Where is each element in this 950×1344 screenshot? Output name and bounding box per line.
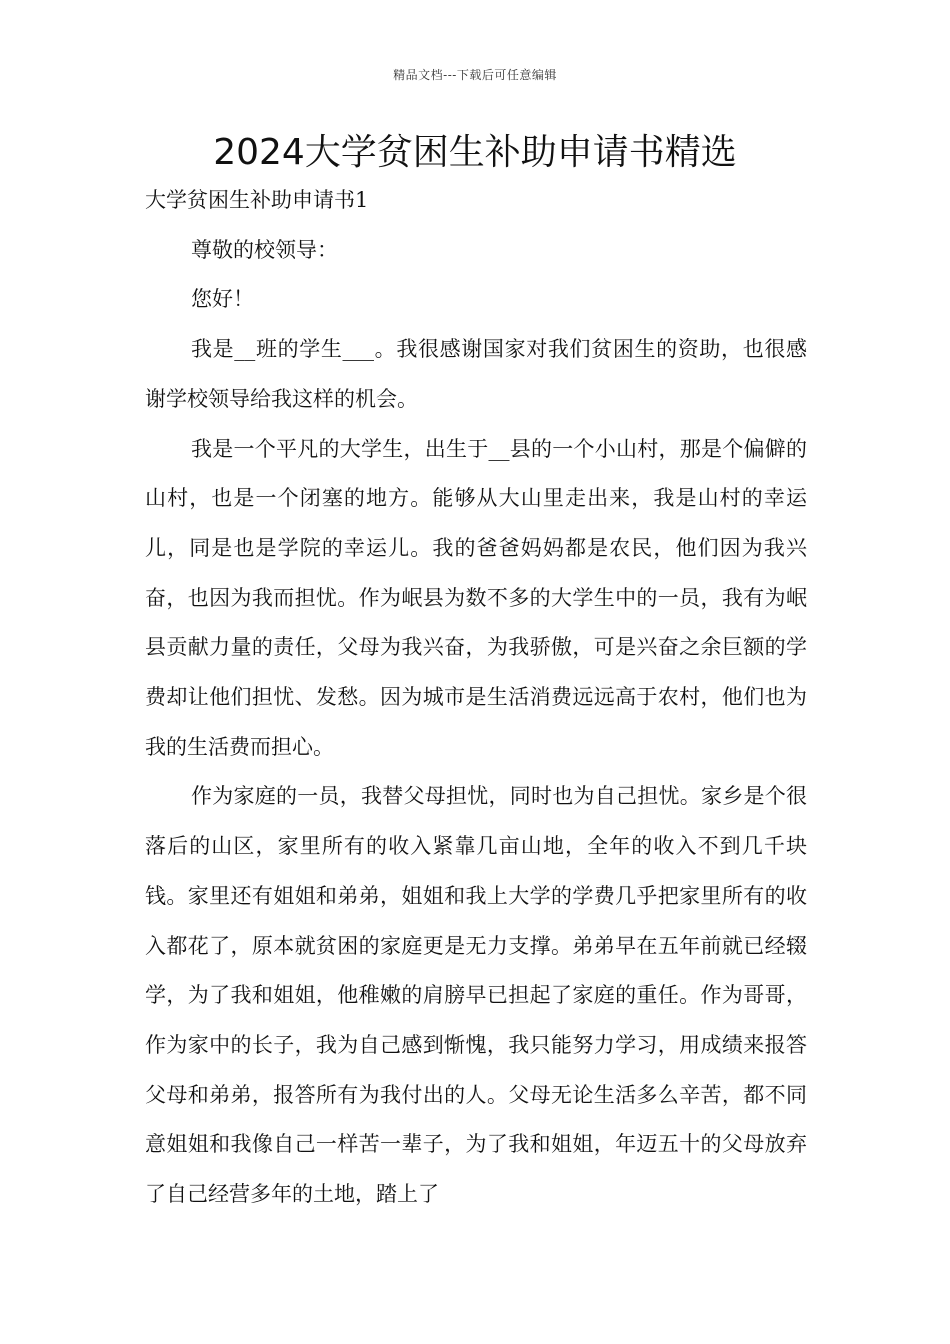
body-paragraph: 作为家庭的一员，我替父母担忧，同时也为自己担忧。家乡是个很落后的山区，家里所有的收入紧靠几亩山地，全年的收入不到几千块钱。家里还有姐姐和弟弟，姐姐和我上大学的学费几乎把家里所有的收入都花了，原本就贫困的家庭更是无力支撑。弟弟早在五年前就已经辍学，为了我和姐姐，他稚嫩的肩膀早已担起了家庭的重任。作为哥哥，作为家中的长子，我为自己感到惭愧，我只能努力学习，用成绩来报答父母和弟弟，报答所有为我付出的人。父母无论生活多么辛苦，都不同意姐姐和我像自己一样苦一辈子，为了我和姐姐，年迈五十的父母放弃了自己经营多年的土地，踏上了 [145,784,807,1207]
section-heading: 大学贫困生补助申请书1 [145,188,369,212]
document-title: 2024大学贫困生补助申请书精选 [213,132,737,173]
body-paragraph: 我是一个平凡的大学生，出生于__县的一个小山村，那是个偏僻的山村，也是一个闭塞的地方。能够从大山里走出来，我是山村的幸运儿，同是也是学院的幸运儿。我的爸爸妈妈都是农民，他们因为我兴奋，也因为我而担忧。作为岷县为数不多的大学生中的一员，我有为岷县贡献力量的责任，父母为我兴奋，为我骄傲，可是兴奋之余巨额的学费却让他们担忧、发愁。因为城市是生活消费远远高于农村，他们也为我的生活费而担心。 [145,436,807,759]
salutation: 尊敬的校领导： [191,237,338,262]
document-body [145,176,807,1220]
body-paragraph: 我是__班的学生___。我很感谢国家对我们贫困生的资助，也很感谢学校领导给我这样的机会。 [145,337,807,411]
page-header: 精品文档---下载后可任意编辑 [393,68,557,82]
greeting: 您好！ [191,287,254,312]
